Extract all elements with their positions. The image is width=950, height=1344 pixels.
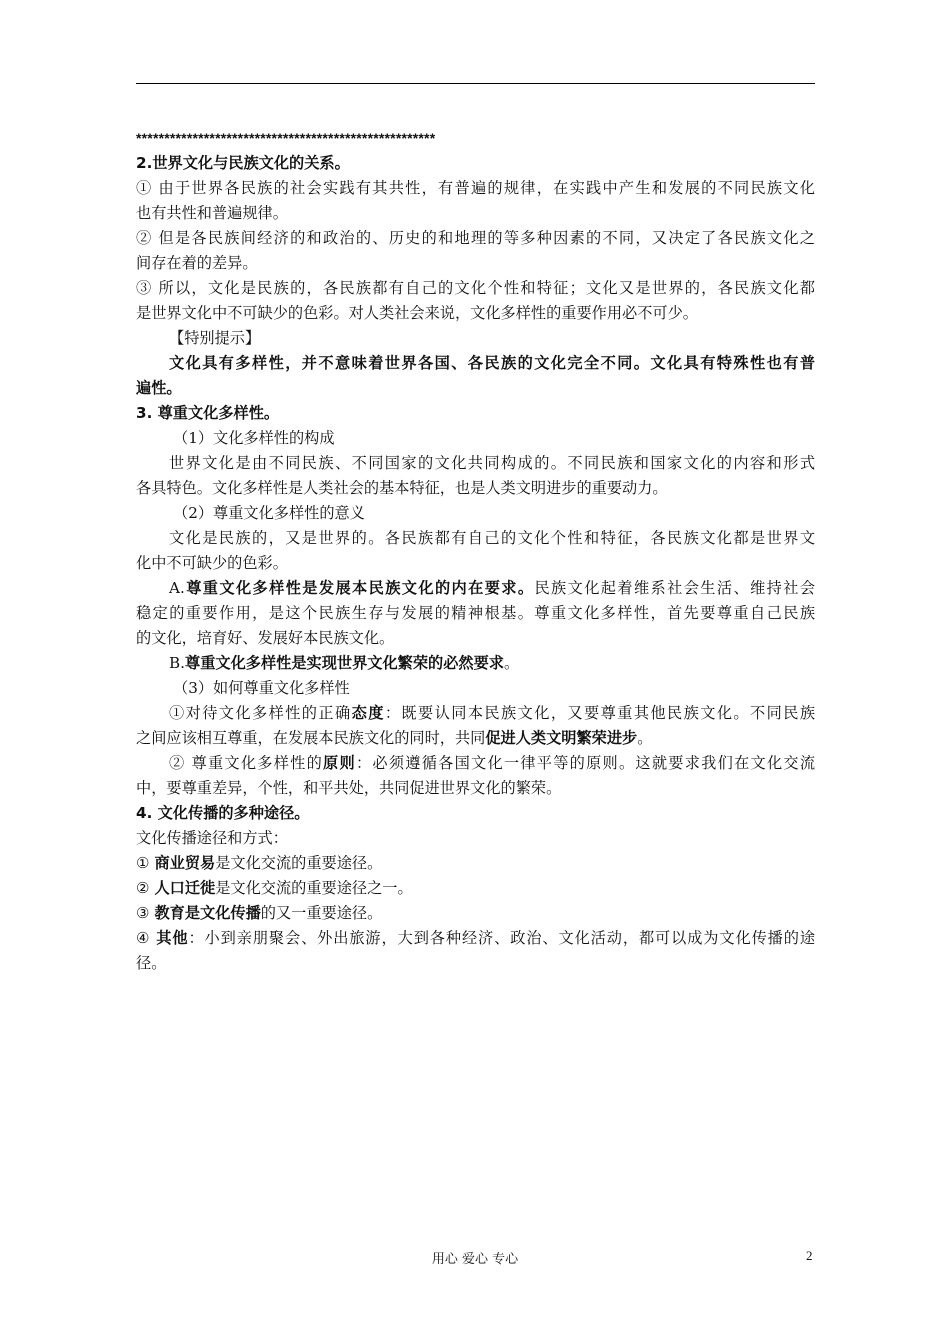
channel-number: ① [136, 854, 150, 872]
paragraph-line: 中，要尊重差异，个性，和平共处，共同促进世界文化的繁荣。 [136, 779, 562, 797]
footer-motto: 用心 爱心 专心 [431, 1252, 519, 1267]
method-1-line-2 [136, 726, 815, 751]
point-a-emphasis: 尊重文化多样性是发展本民族文化的内在要求。 [184, 579, 535, 597]
point-b-line [136, 651, 815, 676]
paragraph-line: 稳定的重要作用，是这个民族生存与发展的精神根基。尊重文化多样性，首先要尊重自己民族 [136, 604, 815, 622]
paragraph-line: 也有共性和普遍规律。 [136, 204, 288, 222]
separator-line: ***************************************************** [136, 130, 436, 146]
channel-item [136, 851, 815, 876]
point-a-text: 民族文化起着维系社会生活、维持社会 [534, 579, 815, 597]
paragraph-line: 间存在着的差异。 [136, 254, 258, 272]
subheading: （2）尊重文化多样性的意义 [173, 504, 365, 522]
subheading: （1）文化多样性的构成 [173, 429, 335, 447]
section-2-heading: 2.世界文化与民族文化的关系。 [136, 154, 350, 172]
paragraph-line: ① 由于世界各民族的社会实践有其共性，有普遍的规律，在实践中产生和发展的不同民族文化 [136, 179, 815, 197]
method-2-emphasis: 原则 [323, 754, 356, 772]
method-1-rest: ：既要认同本民族文化，又要尊重其他民族文化。不同民族 [384, 704, 815, 722]
channel-number: ④ [136, 929, 151, 947]
paragraph-line: ② 但是各民族间经济的和政治的、历史的和地理的等多种因素的不同，又决定了各民族文化之 [136, 229, 815, 247]
method-1-line [136, 701, 815, 726]
channel-emphasis: 商业贸易 [154, 854, 216, 872]
tip-label: 【特别提示】 [169, 329, 261, 347]
section-4-heading: 4. 文化传播的多种途径。 [136, 804, 310, 822]
method-2-rest: ：必须遵循各国文化一律平等的原则。这就要求我们在文化交流 [355, 754, 815, 772]
channel-item [136, 876, 815, 901]
paragraph-line: 各具特色。文化多样性是人类社会的基本特征，也是人类文明进步的重要动力。 [136, 479, 668, 497]
intro-line: 文化传播途径和方式： [136, 829, 288, 847]
point-a-line [136, 576, 815, 601]
section-3-heading: 3. 尊重文化多样性。 [136, 404, 280, 422]
method-1-l2-end: 。 [637, 729, 653, 747]
method-2-line [136, 751, 815, 776]
method-1-l2-text: 之间应该相互尊重，在发展本民族文化的同时，共同 [136, 729, 486, 747]
paragraph-line: ③ 所以，文化是民族的，各民族都有自己的文化个性和特征；文化又是世界的，各民族文化都 [136, 279, 815, 297]
method-1-l2-emphasis: 促进人类文明繁荣进步 [485, 729, 638, 747]
channel-number: ② [136, 879, 150, 897]
paragraph-line: 世界文化是由不同民族、不同国家的文化共同构成的。不同民族和国家文化的内容和形式 [169, 454, 815, 472]
channel-emphasis: 教育是文化传播 [154, 904, 261, 922]
subheading: （3）如何尊重文化多样性 [173, 679, 350, 697]
channel-number: ③ [136, 904, 150, 922]
channel-item [136, 926, 815, 951]
channel-emphasis: 人口迁徙 [154, 879, 216, 897]
page-number: 2 [806, 1248, 813, 1263]
point-b-prefix: B. [169, 654, 185, 672]
paragraph-line: 是世界文化中不可缺少的色彩。对人类社会来说，文化多样性的重要作用必不可少。 [136, 304, 698, 322]
method-2-text: ② 尊重文化多样性的 [169, 754, 324, 772]
channel-emphasis: 其他 [156, 929, 189, 947]
channel-text: ：小到亲朋聚会、外出旅游，大到各种经济、政治、文化活动，都可以成为文化传播的途 [188, 929, 815, 947]
method-1-text: ①对待文化多样性的正确 [169, 704, 352, 722]
document-body [136, 126, 815, 976]
paragraph-line: 径。 [136, 954, 167, 972]
method-1-emphasis: 态度 [351, 704, 385, 722]
tip-line: 遍性。 [136, 379, 182, 397]
point-b-end: 。 [503, 654, 520, 672]
channel-text: 的又一重要途径。 [260, 904, 383, 922]
point-a-prefix: A. [169, 579, 185, 597]
channel-text: 是文化交流的重要途径之一。 [215, 879, 413, 897]
paragraph-line: 文化是民族的，又是世界的。各民族都有自己的文化个性和特征，各民族文化都是世界文 [169, 529, 815, 547]
channel-text: 是文化交流的重要途径。 [215, 854, 383, 872]
header-rule [136, 83, 815, 84]
paragraph-line: 化中不可缺少的色彩。 [136, 554, 288, 572]
tip-line: 文化具有多样性，并不意味着世界各国、各民族的文化完全不同。文化具有特殊性也有普 [169, 354, 815, 372]
point-b-emphasis: 尊重文化多样性是实现世界文化繁荣的必然要求 [185, 654, 504, 672]
paragraph-line: 的文化，培育好、发展好本民族文化。 [136, 629, 395, 647]
channel-item [136, 901, 815, 926]
